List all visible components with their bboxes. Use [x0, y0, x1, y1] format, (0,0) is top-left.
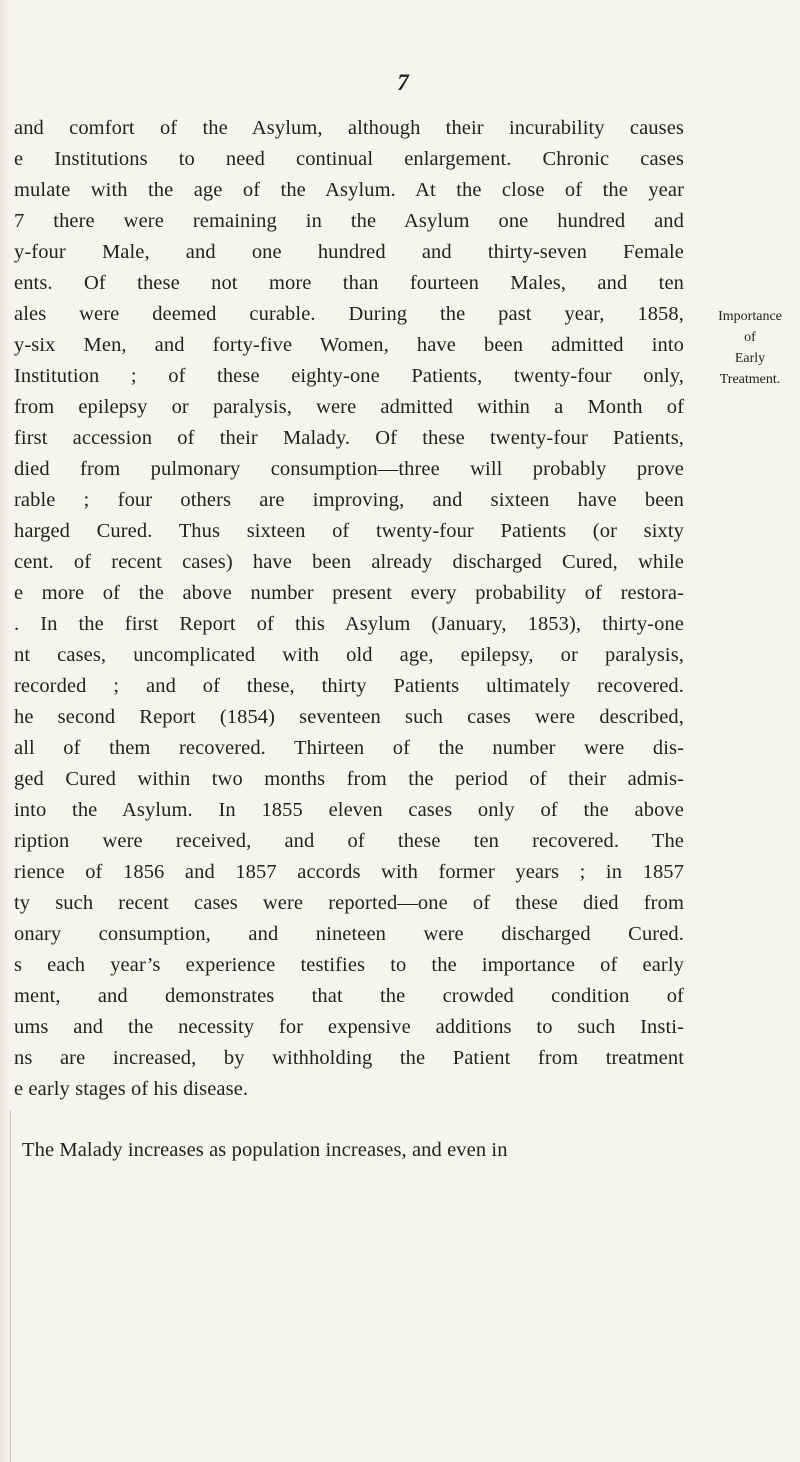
margin-note-line: of	[744, 330, 756, 345]
margin-note-line: Importance	[718, 309, 782, 324]
book-page: 7 and comfort of the Asylum, although their incurability causes e Institutions to need continual enlargement. Chronic cases mulate with the age of the Asylum. At the close of the year 7 there were remaining in the Asylum one hundred and y-four Male, and one hundred and thirty-seven Female ents. Of these not more than fourteen Males, and ten ales were deemed curable. During the past year, 1858, y-six Men, and forty-five Women, have been admitted into Institution ; of these eighty-one Patients, twenty-four only, from epilepsy or paralysis, were admitted within a Month of first accession of their Malady. Of these twenty-four Patients, died from pulmonary consumption—three will probably prove rable ; four others are improving, and sixteen have been harged Cured. Thus sixteen of twenty-four Patients (or sixty cent. of recent cases) have been already discharged Cured, while e more of the above number present every probability of restora- . In the first Report of this Asylum (January, 1853), thirty-one nt cases, uncomplicated with old age, epilepsy, or paralysis, recorded ; and of these, thirty Patients ultimately recovered. he second Report (1854) seventeen such cases were described, all of them recovered. Thirteen of the number were dis- ged Cured within two months from the period of their admis- into the Asylum. In 1855 eleven cases only of the above ription were received, and of these ten recovered. The rience of 1856 and 1857 accords with former years ; in 1857 ty such recent cases were reported—one of these died from onary consumption, and nineteen were discharged Cured. s each year’s experience testifies to the importance of early ment, and demonstrates that the crowded condition of ums and the necessity for expensive additions to such Insti- ns are increased, by withholding the Patient from treatment e early stages of his disease. The Malady increases as population increases, and even in Importance of Early Treatment.	[0, 0, 800, 1462]
page-edge-shadow	[10, 1110, 11, 1462]
binding-gutter	[0, 0, 10, 1462]
margin-note-line: Early	[734, 351, 766, 366]
margin-note-line: Treatment.	[719, 372, 781, 387]
marginal-note	[700, 306, 800, 390]
page-number: 7	[397, 70, 409, 95]
